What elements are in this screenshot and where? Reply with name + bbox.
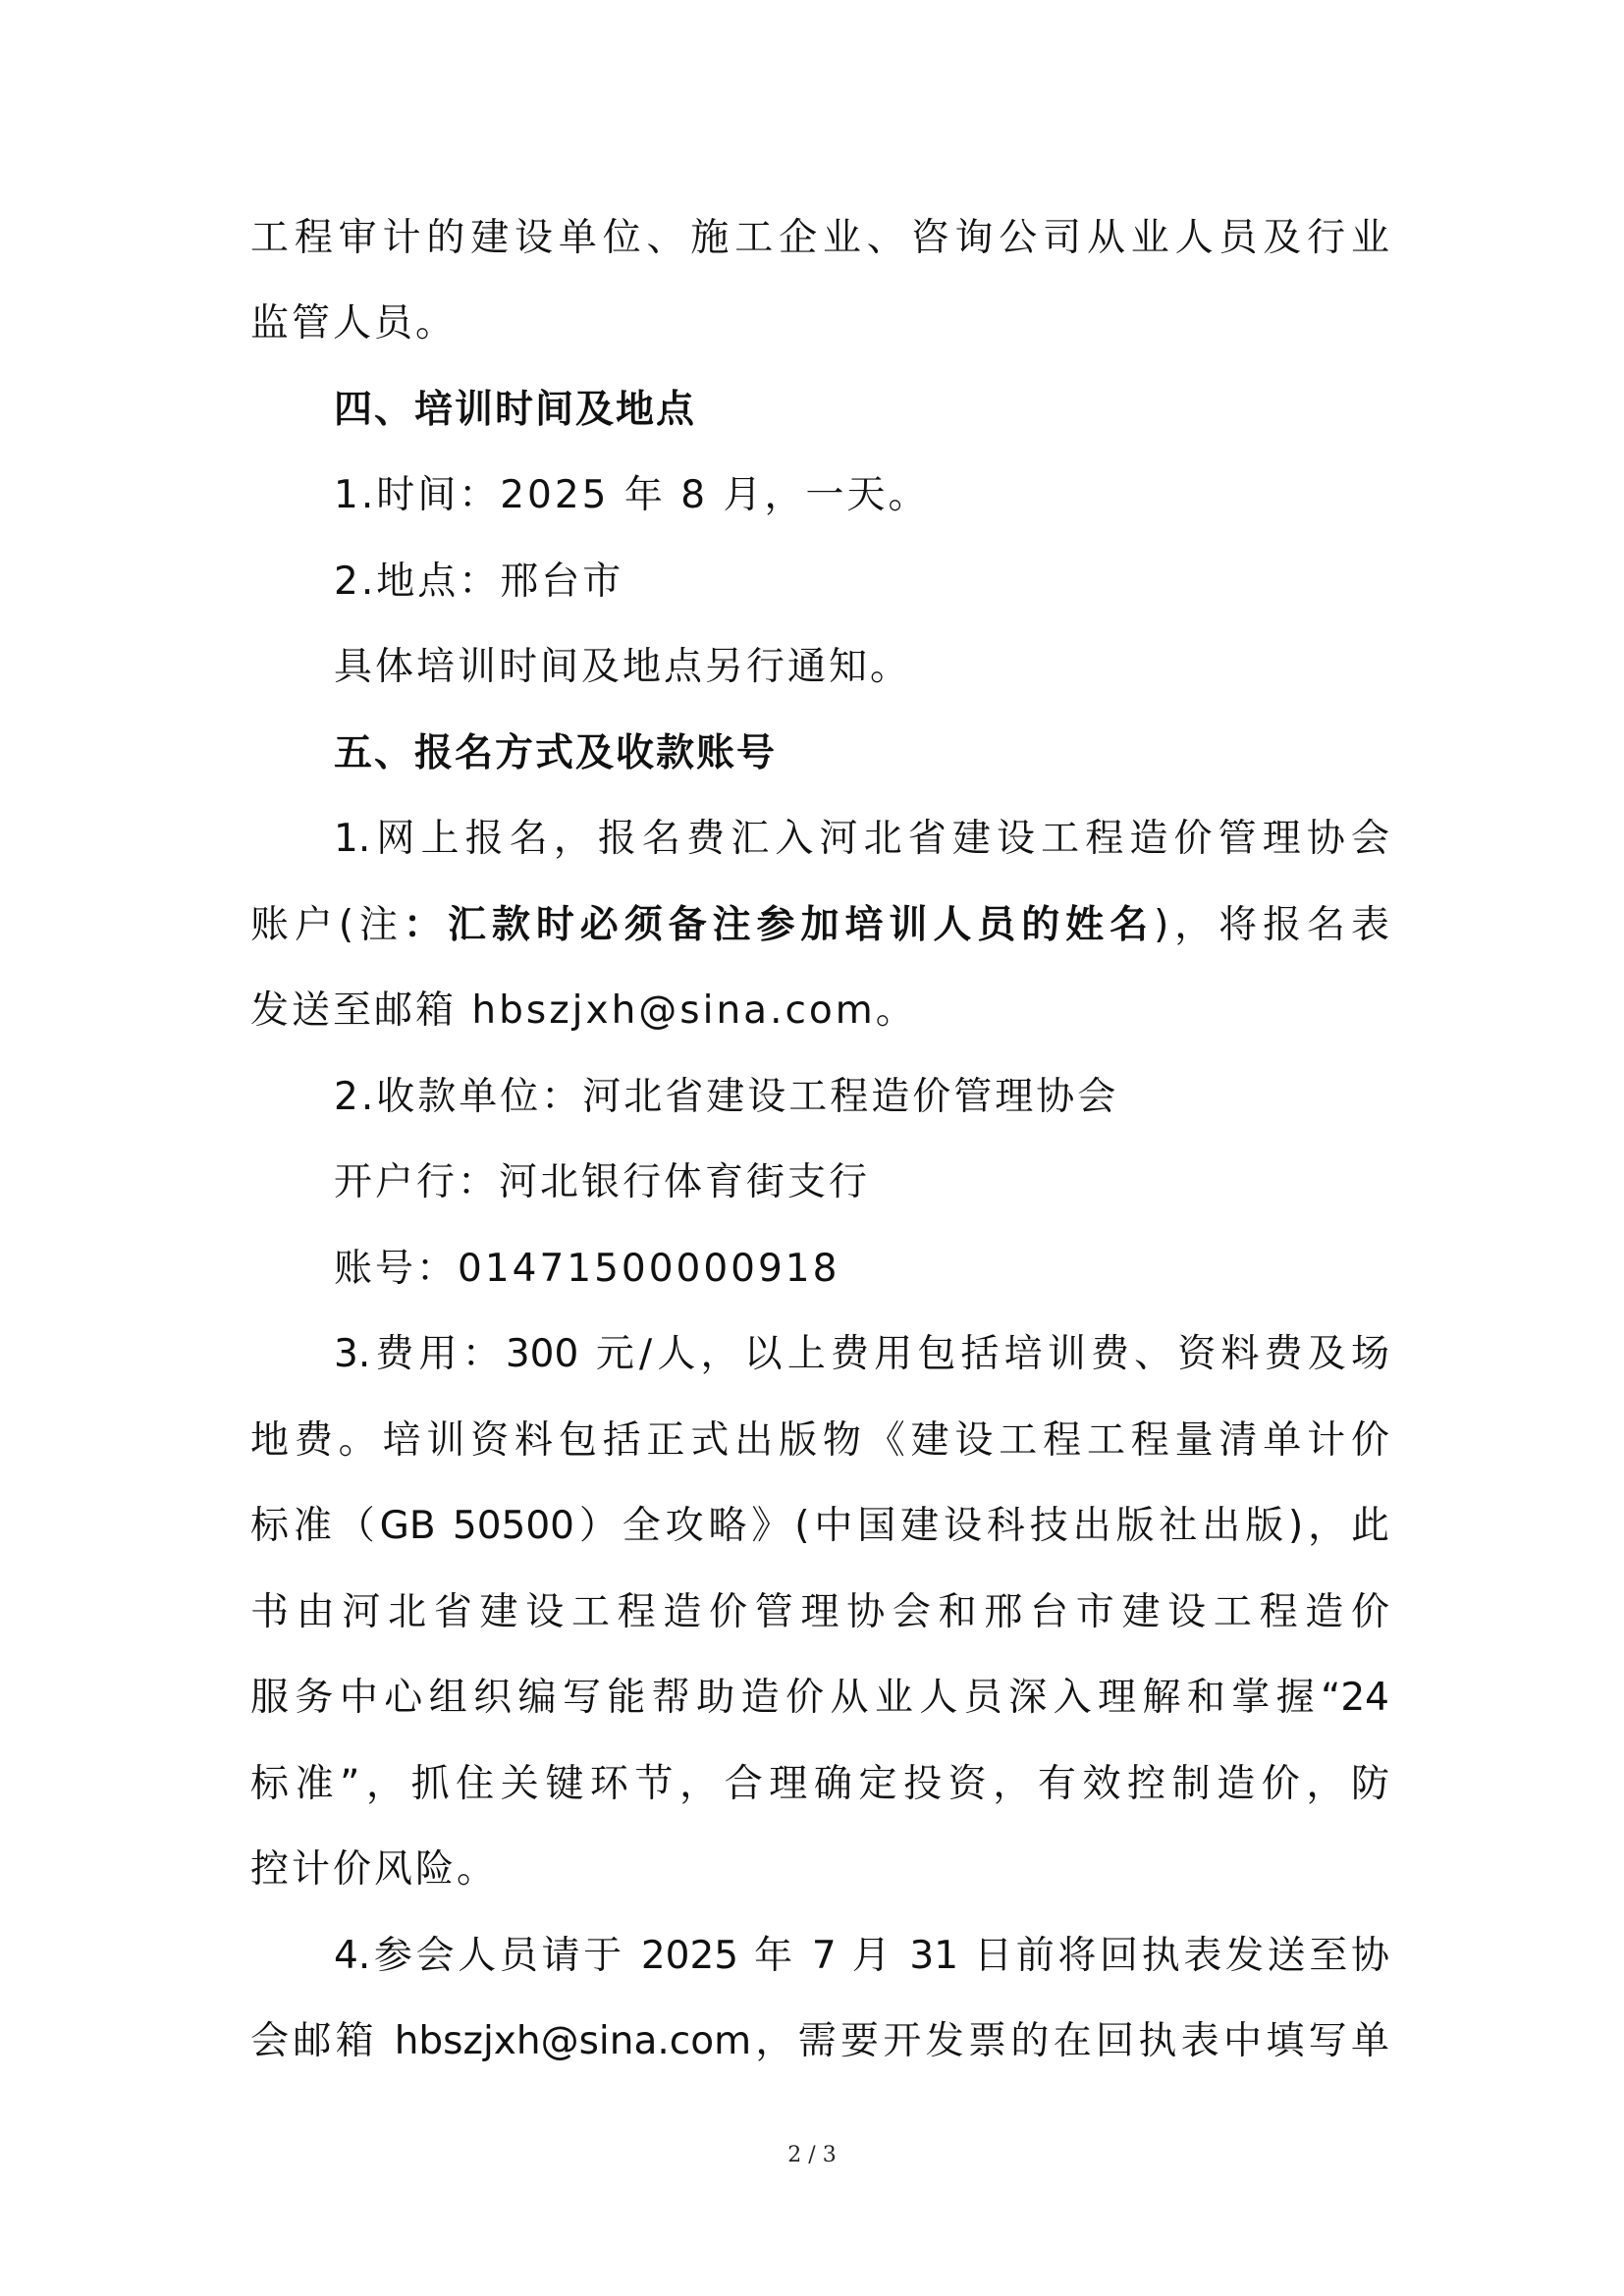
fee-line-3: 标准（GB 50500）全攻略》(中国建设科技出版社出版)，此 [250, 1504, 1389, 1548]
fee-line-5: 服务中心组织编写能帮助造价从业人员深入理解和掌握“24 [250, 1676, 1389, 1720]
registration-email-line: 发送至邮箱 hbszjxh@sina.com。 [250, 988, 917, 1033]
training-time: 1.时间：2025 年 8 月，一天。 [334, 473, 930, 517]
deadline-line-2: 会邮箱 hbszjxh@sina.com，需要开发票的在回执表中填写单 [250, 2019, 1389, 2063]
registration-line-2 [250, 903, 1389, 947]
training-notice: 具体培训时间及地点另行通知。 [334, 645, 912, 689]
registration-note-bold: ：汇款时必须备注参加培训人员的姓名 [404, 903, 1155, 947]
fee-line-1: 3.费用：300 元/人，以上费用包括培训费、资料费及场 [334, 1332, 1389, 1376]
body-line-2: 监管人员。 [250, 301, 458, 346]
fee-line-2: 地费。培训资料包括正式出版物《建设工程工程量清单计价 [250, 1418, 1389, 1463]
registration-line-1: 1.网上报名，报名费汇入河北省建设工程造价管理协会 [334, 817, 1389, 861]
registration-note-prefix: 账户(注 [250, 903, 404, 947]
fee-line-6: 标准”，抓住关键环节，合理确定投资，有效控制造价，防 [250, 1762, 1389, 1806]
training-location: 2.地点：邢台市 [334, 560, 624, 604]
page-number: 2 / 3 [787, 2143, 837, 2167]
payee-line: 2.收款单位：河北省建设工程造价管理协会 [334, 1075, 1119, 1119]
bank-line: 开户行：河北银行体育街支行 [334, 1160, 871, 1204]
section-heading-5: 五、报名方式及收款账号 [334, 731, 778, 775]
body-line-1: 工程审计的建设单位、施工企业、咨询公司从业人员及行业 [250, 216, 1389, 260]
registration-note-suffix: )，将报名表 [1154, 903, 1389, 947]
section-heading-4: 四、培训时间及地点 [334, 388, 697, 432]
fee-line-7: 控计价风险。 [250, 1847, 499, 1892]
account-line: 账号：01471500000918 [334, 1247, 840, 1291]
deadline-line-1: 4.参会人员请于 2025 年 7 月 31 日前将回执表发送至协 [334, 1934, 1389, 1978]
fee-line-4: 书由河北省建设工程造价管理协会和邢台市建设工程造价 [250, 1590, 1389, 1634]
